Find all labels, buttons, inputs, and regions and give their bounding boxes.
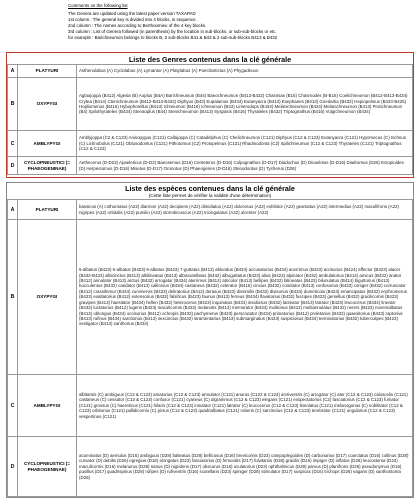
block-letter: D — [8, 157, 18, 175]
genres-title: Liste des Genres contenus dans la clé générale — [128, 55, 292, 64]
table-row — [8, 375, 413, 437]
table-row — [8, 200, 413, 220]
comment-line: for example : Barichneumon belongs to blocks B, 2 sub-blocks B41 & B43 & 2 sub-sub-blocks B413 & B432 — [68, 34, 278, 40]
comments-block — [68, 3, 398, 40]
genres-table — [7, 64, 413, 175]
block-letter: C — [8, 375, 18, 437]
block-name: PLATYURI — [18, 200, 77, 220]
species-list: 5-albatus (B423) 6-albatus (B423) 6-albatus (B423) 7-guttatus (B413) ablundus (B434) accusatorius (B434) acerrimus (B423) acrisorius (B424) affector (B423) alacer (B432-B433) albicinctus (B413) albilineatus (B413) albiscutellatus (B432) alboguttatus (B423) alius (B423) alpinator (B432) ambulatorius (B414) amicus (B432) anator (B412) annulator (B413) arctus (B432) arrogator (B434) aterrimus (B412) atricolor (B413) bellipes (B432) bilineatus (B423) bilunulatus (B414) biguttorius (B413) bucculentus (B432) caedator (B413) callicerus (B434) castaneus (B432) celerator (B416) cinxius (B432) comitator (B413) confusorius (B423) coniger (B432) corruscator (B412) crassifemur (B434) curvinervis (B423) deliratorius (B412) derasus (B423) dissimilis (B432) divisorius (B434) dumeticola (B423) emancipatus (B432) erythromerus (B423) exaltatorius (B412) extensorius (B432) falsificus (B423) faunus (B413) ferreus (B434) flavatorius (B432) fuscipes (B423) gemellus (B432) gracilicornis (B423) gravipes (B413) haesitator (B434) helleri (B432) heterocerus (B423) inquinatus (B434) insidiosus (B432) lacteator (B413) latrator (B423) leucocerus (B434) lineator (B432) luctatorius (B412) lugens (B423) maculicornis (B432) melanotis (B413) memorator (B434) molitorius (B412) multiannulatus (B432) nereni (B423) novemalbatus (B413) oblongus (B434) occisorius (B412) ochropis (B432) pachymerus (B423) perscrutator (B434) primatorius (B412) proletarius (B432) quaesitorius (B423) raptorius (B413) rufinus (B434) sarcitorius (B412) sexcinctus (B432) stramentarius (B413) submarginatus (B423) suspiciosus (B434) terminatorius (B432) tuberculipes (B423) vestigator (B413) xanthorius (B434) — [77, 220, 413, 375]
genera-list: Amblyjoppa (C2 & C123) Anisopygus (C121) Callajoppa (C) Catadelphus (C) Chelichneumon (C121) Diphyus (C12 & C123) Eutanyacra (C121) Hypomecus (C) Ischnus (C) Lichnobolus (C121) Obtusodontus (C121) Pithotomus (C2) Protopelmus (C121) Rhadinodonta (C2) Spilichneumon (C12 & C123) Thyrateles (C121) Triptognathus (C12 & C123) — [77, 131, 413, 157]
genera-list: Aglaojoppa (B412) Algesia (B) Aoplus (B4A) Barichneumon (B44) Baeochneumon (B413-B432) Chasmias (B16) Chasmodes (B-B16) Coelichneumon (B412-B413-B434) Crytea (B414) Ctenichneumon (B412-B413-B432) Diphyus (B43) Eupalamus (B434) Eutanyacra (B413) Exephanes (B413) Goedartia (B432) Hepiopelmus (B423-B425) Hoplismenus (B416) Hybophorellus (B413) Ichneumon (B416) Ichneumon (B43) Limerodops (B434) Melanichneumon (B424) Melanichneumon (B413) Protichneumon (B4) Spilothyrateles (B434) Stenaoplus (B44) Stenichneumon (B413) Syspasis (B416) Thyrateles (B432) Triptognathus (B416) Vulgichneumon (B434) — [77, 78, 413, 131]
comment-line: 1st column : The general key is divided into 4 blocks, in sequence. — [68, 16, 197, 22]
comment-line: 2nd column : The names according to Berthoumieu of the 4 key blocks. — [68, 22, 207, 28]
block-letter: A — [8, 65, 18, 78]
block-name: AMBLYPYGI — [18, 131, 77, 157]
comment-line: The Genera are updated using the latest paper version TAXAPAD — [68, 10, 196, 16]
table-row — [8, 437, 413, 497]
block-letter: B — [8, 78, 18, 131]
block-letter: C — [8, 131, 18, 157]
block-name: OXYPYGI — [18, 220, 77, 375]
table-row — [8, 220, 413, 375]
table-row — [8, 131, 413, 157]
block-letter: B — [8, 220, 18, 375]
comment-line: 3rd column : List of Genera followed (in parenthesis) by the location in sub-blocks, or sub-sub-blocks or etc. — [68, 28, 277, 34]
especes-table — [7, 199, 413, 497]
especes-title: Liste des espèces contenues dans la clé générale — [125, 184, 295, 193]
genera-list: Asthenolabus (A) Cyclolabus (A) Lymantor (A) Platylabus (A) Poecilostictus (A) Phygadeuon — [77, 65, 413, 78]
table-row — [8, 65, 413, 78]
block-name: PLATYURI — [18, 65, 77, 78]
block-letter: A — [8, 200, 18, 220]
genera-list: Aethecerus (D-D23) Apaeleticus (D-D2) Baeosemus (D16) Centeterus (D-D16) Colpognathus (D-D17) Diadochus (D) Dicaelotus (D-D16) Diadromus (D26) Ectopioides (D) Herpestomus (D-D16) Misetus (D-D17) Oronotus (D) Phaeogenes (D-D16) Stenodontus (D) Tycherus (D28) — [77, 157, 413, 175]
block-name: AMBLYPYGI — [18, 375, 77, 437]
table-row — [8, 78, 413, 131]
species-list: acuminatus (D) aemulus (D16) ambiguus (D28) balteatus (D28) bellicosus (D16) brevicornis (D23) campoplegoides (D) carbonarius (D17) coarctatus (D16) collinus (D28) curvator (D) debilis (D26) egregius (D16) elongatus (D23) fasciatorius (D) femoralis (D17) fulvitarsis (D28) gracilis (D16) impiger (D) inflatus (D26) leucostoma (D23) maculicornis (D16) melanurus (D28) nanus (D) nigridens (D17) obscurus (D16) oculatorius (D23) ophthalmicus (D28) parvus (D) planifrons (D26) pseudonymus (D16) pusillus (D17) quadrispinus (D28) rufipes (D) rufiventris (D16) scutellaris (D23) spiniger (D28) stimulator (D17) suspicax (D16) trichops (D26) vagans (D) xanthostoma (D28) — [77, 437, 413, 497]
comments-heading: Comments on the following list — [68, 3, 128, 8]
block-name: CYCLOPNEUSTICI (= PHAEOGENINAE) — [18, 157, 77, 175]
block-letter: D — [8, 437, 18, 497]
block-name: OXYPYGI — [18, 78, 77, 131]
genres-table-frame — [6, 52, 414, 178]
especes-subtitle: (Cette liste permet de vérifier la validité d'une détermination) — [148, 193, 272, 198]
block-name: CYCLOPNEUSTICI (= PHAEOGENINAE) — [18, 437, 77, 497]
species-list: albitarsis (C) ambiguus (C12 & C123) amatorius (C12 & C123) annulator (C121) anurus (C122 & C123) arctiventris (C) arrogator (C) ater (C12 & C123) caloscelis (C121) castaneus (C) cessator (C12 & C123) confusor (C121) cyaneus (C) digrammus (C12 & C123) elegans (C121) exspectatorius (C2) fasciatorius (C12 & C123) fumator (C121) grossus (C) haereticus (C121) hilaris (C12 & C123) insulator (C121) latrator (C) leucocerus (C12 & C123) lineolatus (C121) melanogonus (C) nobilitator (C12 & C123) orbitorius (C121) pallidicornis (C) pictus (C12 & C123) quadrialbatus (C121) rubens (C) sarcitorius (C12 & C123) terebrator (C121) ungularius (C12 & C123) vespertinus (C121) — [77, 375, 413, 437]
especes-table-frame — [6, 182, 414, 498]
species-list: bassicus (A) cothurnatus (A22) diarmon (A22) decipiens (A22) dimidiatus (A22) dolorosus (A22) exhibitor (A22) geamatus (A22) intermedius (A22) maculifrons (A22) nigripes (A22) orbitalis (A22) pumilio (A22) stormbicuscus (A22) tricingulatus (A22) ulcenter (A22) — [77, 200, 413, 220]
table-row — [8, 157, 413, 175]
